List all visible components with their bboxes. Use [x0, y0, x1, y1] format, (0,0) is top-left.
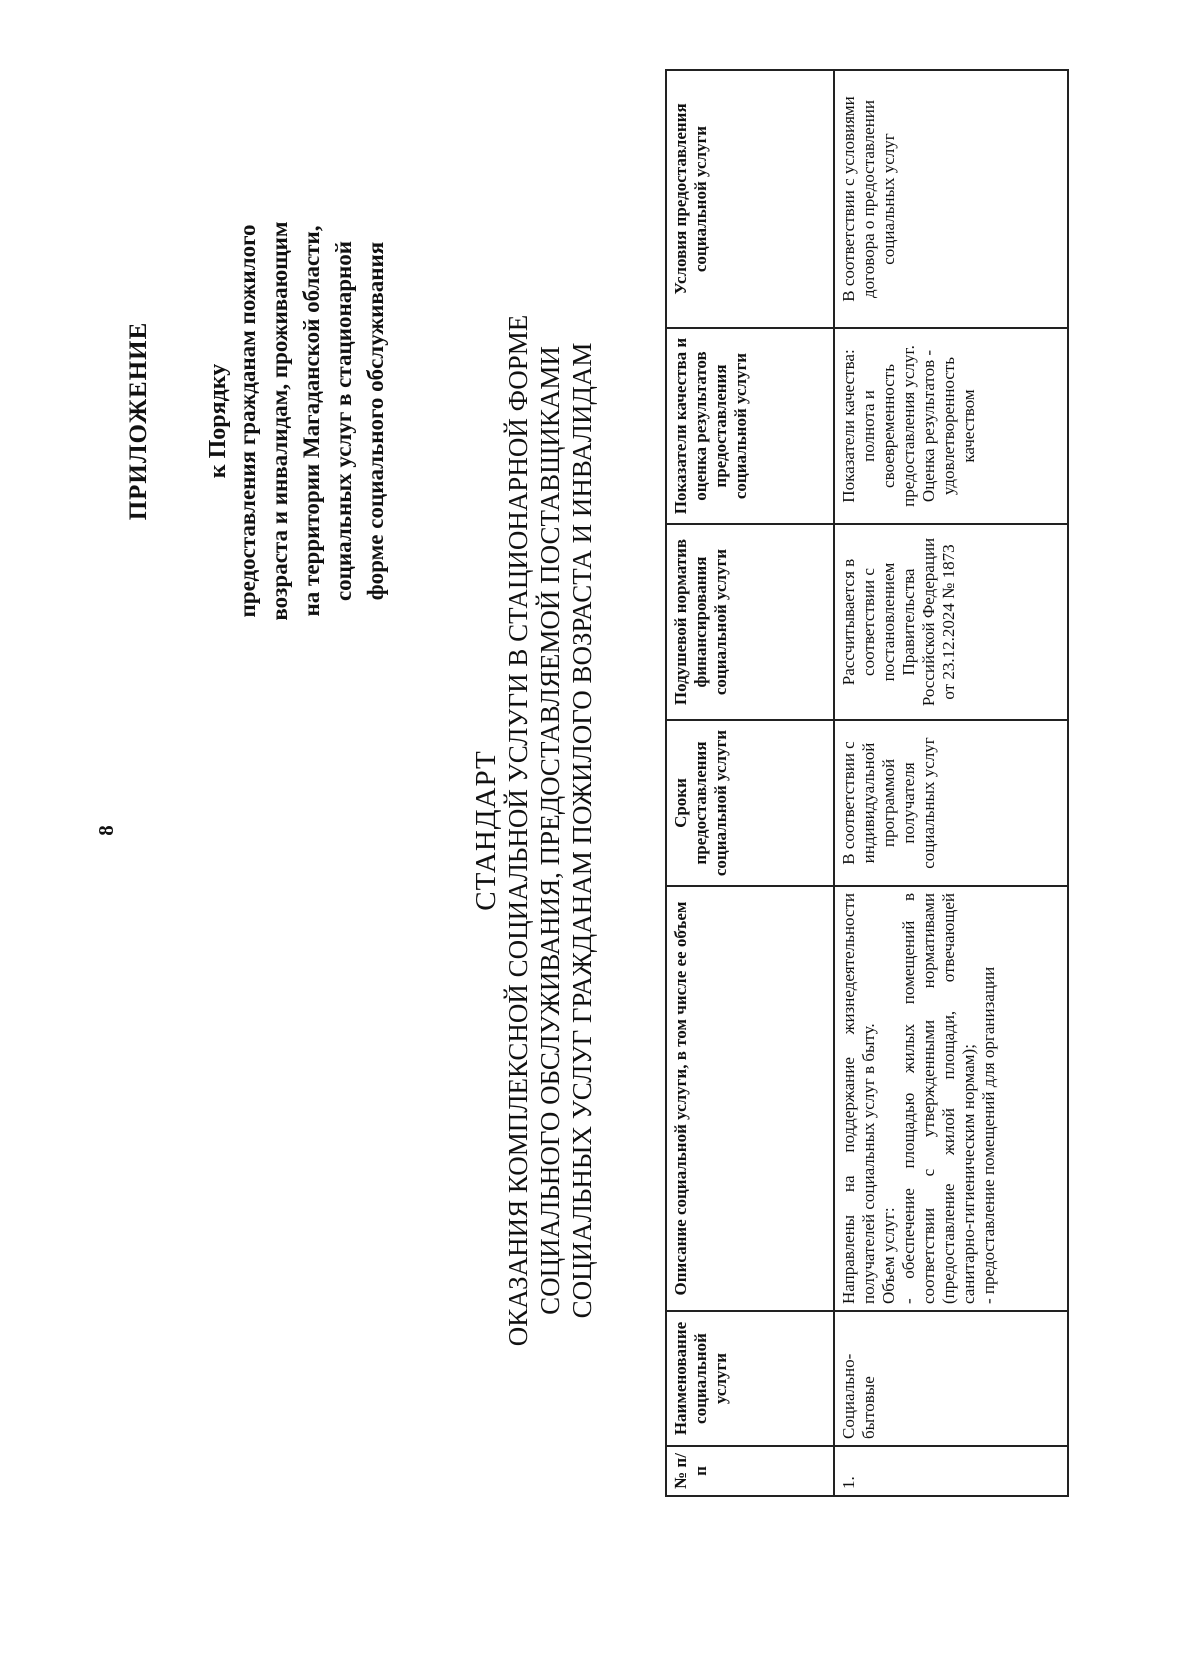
- services-table: [665, 69, 1069, 1497]
- appendix-block: [125, 121, 392, 721]
- standard-line: ОКАЗАНИЯ КОМПЛЕКСНОЙ СОЦИАЛЬНОЙ УСЛУГИ В СТАЦИОНАРНОЙ ФОРМЕ: [503, 314, 533, 1347]
- appendix-line: возраста и инвалидам, проживающим: [267, 221, 292, 621]
- appendix-subtitle: к Порядку: [205, 363, 231, 479]
- cell-terms: В соответствии с индивидуальной программой получателя социальных услуг: [834, 720, 1068, 886]
- cell-norm: Рассчитывается в соответствии с постановлением Правительства Российской Федерации от 23.12.2024 № 1873: [834, 524, 1068, 720]
- page-number: 8: [94, 825, 118, 836]
- description-line: - предоставление помещений для организации: [979, 966, 998, 1304]
- header-norm: Подушевой норматив финансирования социальной услуги: [666, 524, 834, 720]
- cell-description: [834, 886, 1068, 1311]
- standard-line: СОЦИАЛЬНОГО ОБСЛУЖИВАНИЯ, ПРЕДОСТАВЛЯЕМОЙ ПОСТАВЩИКАМИ: [535, 346, 565, 1315]
- standard-title: СТАНДАРТ: [470, 750, 502, 911]
- table-row: [834, 70, 1068, 1496]
- description-line: Объем услуг:: [879, 1207, 898, 1304]
- header-conditions: Условия предоставления социальной услуги: [666, 70, 834, 328]
- standard-line: СОЦИАЛЬНЫХ УСЛУГ ГРАЖДАНАМ ПОЖИЛОГО ВОЗРАСТА И ИНВАЛИДАМ: [567, 342, 597, 1319]
- appendix-title: ПРИЛОЖЕНИЕ: [125, 321, 152, 521]
- header-name: Наименование социальной услуги: [666, 1311, 834, 1446]
- standard-heading: [470, 0, 598, 1661]
- header-num: № п/п: [666, 1446, 834, 1496]
- appendix-line: предоставления гражданам пожилого: [235, 224, 260, 618]
- table-header-row: [666, 70, 834, 1496]
- appendix-line: социальных услуг в стационарной: [331, 240, 356, 602]
- header-description: Описание социальной услуги, в том числе ее объем: [666, 886, 834, 1311]
- cell-conditions: В соответствии с условиями договора о предоставлении социальных услуг: [834, 70, 1068, 328]
- header-terms: Сроки предоставления социальной услуги: [666, 720, 834, 886]
- cell-num: 1.: [834, 1446, 1068, 1496]
- cell-quality: Показатели качества: полнота и своевременность предоставления услуг. Оценка результатов - удовлетворенность качеством: [834, 328, 1068, 524]
- description-line: Направлены на поддержание жизнедеятельности получателей социальных услуг в быту.: [839, 893, 878, 1304]
- appendix-line: форме социального обслуживания: [363, 241, 388, 601]
- description-line: - обеспечение площадью жилых помещений в соответствии с утвержденными нормативами (предоставление жилой площади, отвечающей санитарно-гигиеническим нормам);: [899, 893, 978, 1304]
- header-quality: Показатели качества и оценка результатов предоставления социальной услуги: [666, 328, 834, 524]
- appendix-line: на территории Магаданской области,: [299, 225, 324, 617]
- cell-name: Социально-бытовые: [834, 1311, 1068, 1446]
